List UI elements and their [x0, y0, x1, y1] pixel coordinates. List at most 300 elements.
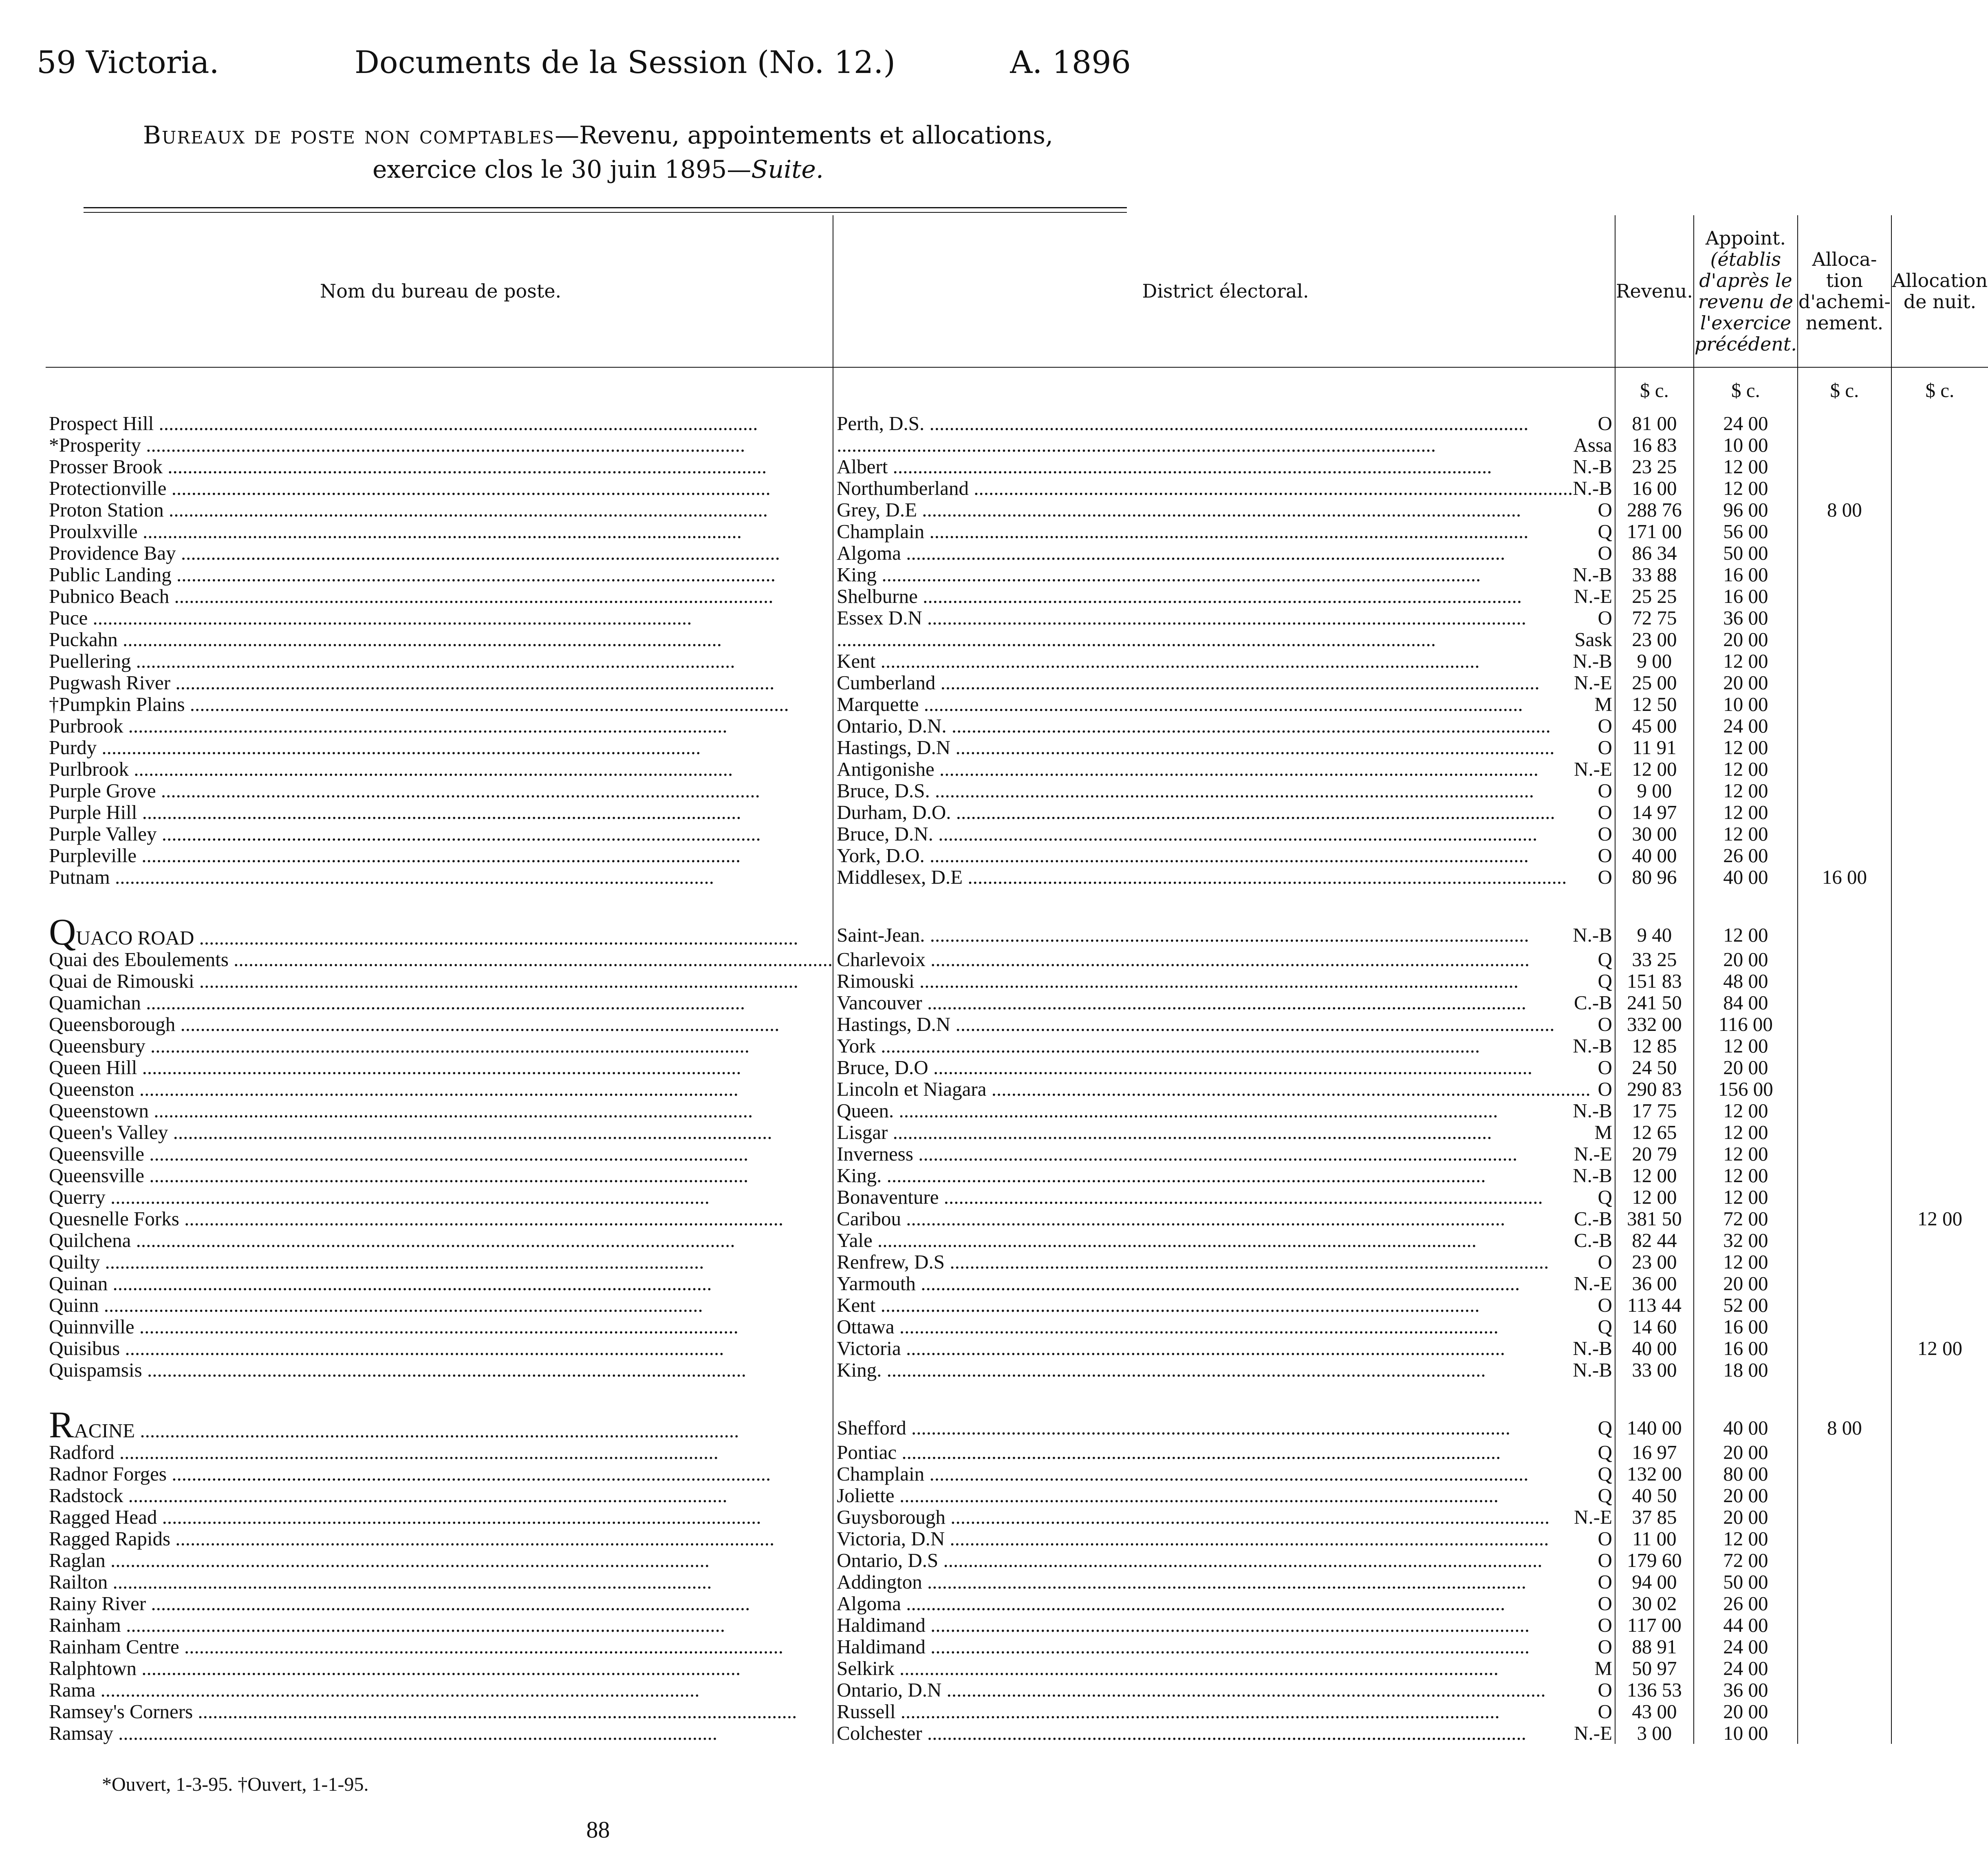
night-allocation-cell: [1891, 845, 1988, 866]
district-name: Bonaventure: [837, 1186, 939, 1208]
table-row: [46, 1722, 1988, 1744]
district-cell: [833, 921, 1615, 949]
revenue-cell: 3 00: [1615, 1722, 1694, 1744]
table-row: [46, 499, 1988, 521]
office-name: Proulxville: [49, 520, 138, 543]
district-cell: [833, 499, 1615, 521]
revenue-cell: 20 79: [1615, 1143, 1694, 1165]
table-title: [0, 118, 1196, 187]
night-allocation-cell: [1891, 1463, 1988, 1485]
province-code: O: [1598, 1013, 1612, 1035]
office-name: Puce: [49, 607, 88, 629]
office-cell: [46, 1359, 833, 1381]
allocation-cell: [1798, 780, 1891, 801]
allocation-cell: [1798, 1614, 1891, 1636]
office-name: Rainham Centre: [49, 1635, 179, 1658]
allocation-cell: [1798, 585, 1891, 607]
office-name: Quinan: [49, 1272, 108, 1295]
appointments-cell: 116 00: [1694, 1013, 1798, 1035]
office-cell: [46, 672, 833, 693]
appointments-cell: 12 00: [1694, 1251, 1798, 1273]
revenue-cell: 81 00: [1615, 413, 1694, 434]
allocation-cell: [1798, 1463, 1891, 1485]
office-cell: [46, 1121, 833, 1143]
office-cell: [46, 477, 833, 499]
province-code: N.-B: [1573, 563, 1612, 586]
office-cell: [46, 1078, 833, 1100]
appointments-cell: 18 00: [1694, 1359, 1798, 1381]
district-name: Hastings, D.N: [837, 736, 951, 759]
appointments-cell: 80 00: [1694, 1463, 1798, 1485]
province-code: O: [1598, 607, 1612, 629]
office-name: *Prosperity: [49, 434, 141, 456]
table-row: [46, 737, 1988, 758]
allocation-cell: [1798, 1229, 1891, 1251]
night-allocation-cell: [1891, 780, 1988, 801]
night-allocation-cell: [1891, 456, 1988, 477]
office-cell: [46, 823, 833, 845]
district-cell: [833, 672, 1615, 693]
col-allocation-night: Allocation de nuit.: [1891, 215, 1988, 367]
district-name: Charlevoix: [837, 948, 926, 971]
appointments-cell: 36 00: [1694, 1679, 1798, 1701]
district-name: Grey, D.E: [837, 499, 917, 521]
appointments-cell: 12 00: [1694, 1165, 1798, 1186]
district-name: Inverness: [837, 1143, 913, 1165]
district-cell: [833, 1100, 1615, 1121]
unit-allocation: $ c.: [1798, 367, 1891, 413]
district-name: Durham, D.O.: [837, 801, 951, 823]
district-name: Essex D.N: [837, 607, 922, 629]
table-row: [46, 1337, 1988, 1359]
office-cell: [46, 737, 833, 758]
allocation-cell: [1798, 1593, 1891, 1614]
title-line1: —Revenu, appointements et allocations,: [555, 121, 1054, 150]
province-code: M: [1594, 693, 1612, 715]
appointments-cell: 48 00: [1694, 970, 1798, 992]
allocation-cell: [1798, 1208, 1891, 1229]
district-name: Shelburne: [837, 585, 918, 607]
revenue-cell: 40 00: [1615, 845, 1694, 866]
office-name: Prospect Hill: [49, 412, 154, 435]
district-name: King.: [837, 1164, 882, 1187]
allocation-cell: [1798, 564, 1891, 585]
revenue-cell: 23 25: [1615, 456, 1694, 477]
table-row: [46, 801, 1988, 823]
allocation-cell: [1798, 1722, 1891, 1744]
province-code: C.-B: [1574, 1207, 1612, 1230]
province-code: N.-E: [1574, 585, 1612, 607]
night-allocation-cell: [1891, 1722, 1988, 1744]
table-row: [46, 456, 1988, 477]
office-name: Quilty: [49, 1251, 100, 1273]
district-cell: [833, 477, 1615, 499]
night-allocation-cell: [1891, 801, 1988, 823]
office-name: Quesnelle Forks: [49, 1207, 179, 1230]
top-rule-thin: [84, 212, 1127, 213]
province-code: O: [1598, 1592, 1612, 1615]
appointments-cell: 20 00: [1694, 629, 1798, 650]
table-row: [46, 413, 1988, 434]
revenue-cell: 171 00: [1615, 521, 1694, 542]
top-rule: [84, 207, 1127, 208]
district-cell: [833, 845, 1615, 866]
office-cell: [46, 970, 833, 992]
appointments-cell: 16 00: [1694, 1316, 1798, 1337]
province-code: M: [1594, 1657, 1612, 1679]
office-name: Purlbrook: [49, 758, 129, 780]
office-name: Queenston: [49, 1078, 134, 1100]
office-cell: [46, 715, 833, 737]
province-code: Q: [1598, 1441, 1612, 1463]
office-cell: [46, 564, 833, 585]
district-cell: [833, 1208, 1615, 1229]
district-cell: [833, 1636, 1615, 1657]
district-name: Kent: [837, 650, 876, 672]
province-code: O: [1598, 866, 1612, 888]
table-row: [46, 866, 1988, 888]
allocation-cell: [1798, 1251, 1891, 1273]
district-cell: [833, 693, 1615, 715]
office-cell: [46, 1100, 833, 1121]
table-row: [46, 949, 1988, 970]
district-name: Bruce, D.N.: [837, 823, 933, 845]
office-name: Quai de Rimouski: [49, 970, 194, 992]
office-name: Queenstown: [49, 1099, 149, 1122]
district-cell: [833, 1359, 1615, 1381]
district-name: Bruce, D.O: [837, 1056, 928, 1079]
district-cell: [833, 521, 1615, 542]
night-allocation-cell: [1891, 434, 1988, 456]
district-name: King: [837, 563, 877, 586]
allocation-cell: [1798, 542, 1891, 564]
province-code: O: [1598, 823, 1612, 845]
appointments-cell: 12 00: [1694, 650, 1798, 672]
revenue-cell: 290 83: [1615, 1078, 1694, 1100]
office-name: Quisibus: [49, 1337, 120, 1359]
revenue-cell: 332 00: [1615, 1013, 1694, 1035]
revenue-cell: 9 40: [1615, 921, 1694, 949]
district-cell: [833, 801, 1615, 823]
province-code: O: [1598, 499, 1612, 521]
district-name: Lincoln et Niagara: [837, 1078, 987, 1100]
table-row: [46, 1316, 1988, 1337]
district-name: Colchester: [837, 1722, 922, 1744]
office-cell: [46, 1593, 833, 1614]
night-allocation-cell: [1891, 1251, 1988, 1273]
revenue-cell: 113 44: [1615, 1294, 1694, 1316]
office-cell: [46, 992, 833, 1013]
district-cell: [833, 650, 1615, 672]
appointments-cell: 44 00: [1694, 1614, 1798, 1636]
district-name: Kent: [837, 1294, 876, 1316]
table-row: [46, 1506, 1988, 1528]
column-header-row: [46, 215, 1988, 367]
office-name: Prosser Brook: [49, 455, 163, 478]
office-name: Quai des Eboulements: [49, 948, 229, 971]
province-code: O: [1598, 1571, 1612, 1593]
appointments-cell: 40 00: [1694, 1414, 1798, 1441]
footnote: *Ouvert, 1-3-95. †Ouvert, 1-1-95.: [102, 1774, 369, 1795]
night-allocation-cell: [1891, 1485, 1988, 1506]
night-allocation-cell: [1891, 1636, 1988, 1657]
district-name: Selkirk: [837, 1657, 895, 1679]
allocation-cell: 8 00: [1798, 1414, 1891, 1441]
appointments-cell: 24 00: [1694, 1657, 1798, 1679]
appointments-cell: 72 00: [1694, 1549, 1798, 1571]
district-name: Ontario, D.N: [837, 1679, 942, 1701]
district-name: Northumberland: [837, 477, 969, 499]
revenue-cell: 12 85: [1615, 1035, 1694, 1057]
revenue-cell: 50 97: [1615, 1657, 1694, 1679]
office-cell: [46, 607, 833, 629]
revenue-cell: 151 83: [1615, 970, 1694, 992]
revenue-cell: 86 34: [1615, 542, 1694, 564]
night-allocation-cell: [1891, 737, 1988, 758]
province-code: O: [1598, 801, 1612, 823]
night-allocation-cell: [1891, 1078, 1988, 1100]
district-name: Lisgar: [837, 1121, 888, 1143]
appointments-cell: 12 00: [1694, 823, 1798, 845]
office-cell: [46, 1273, 833, 1294]
province-code: O: [1598, 1527, 1612, 1550]
revenue-cell: 17 75: [1615, 1100, 1694, 1121]
district-name: Antigonishe: [837, 758, 934, 780]
title-suite: Suite.: [751, 155, 824, 184]
province-code: N.-E: [1574, 1143, 1612, 1165]
province-code: N.-E: [1574, 1272, 1612, 1295]
office-name: Queensborough: [49, 1013, 176, 1035]
district-cell: [833, 1722, 1615, 1744]
office-name: Queen's Valley: [49, 1121, 168, 1143]
province-code: Q: [1598, 970, 1612, 992]
district-cell: [833, 585, 1615, 607]
office-cell: [46, 845, 833, 866]
office-cell: [46, 1636, 833, 1657]
allocation-cell: [1798, 1657, 1891, 1679]
allocation-cell: [1798, 650, 1891, 672]
province-code: O: [1598, 1056, 1612, 1079]
allocation-cell: [1798, 1359, 1891, 1381]
allocation-cell: [1798, 1506, 1891, 1528]
revenue-cell: 12 00: [1615, 1186, 1694, 1208]
office-cell: [46, 1208, 833, 1229]
office-name: Radford: [49, 1441, 115, 1463]
province-code: O: [1598, 1614, 1612, 1636]
night-allocation-cell: [1891, 866, 1988, 888]
night-allocation-cell: [1891, 1316, 1988, 1337]
province-code: O: [1598, 844, 1612, 867]
revenue-cell: 33 25: [1615, 949, 1694, 970]
revenue-cell: 12 00: [1615, 1165, 1694, 1186]
district-name: Yale: [837, 1229, 873, 1251]
allocation-cell: [1798, 992, 1891, 1013]
district-cell: [833, 1549, 1615, 1571]
table-row: [46, 1078, 1988, 1100]
office-cell: [46, 911, 833, 953]
appointments-cell: 20 00: [1694, 949, 1798, 970]
night-allocation-cell: [1891, 1701, 1988, 1722]
office-cell: [46, 1657, 833, 1679]
allocation-cell: [1798, 1121, 1891, 1143]
province-code: Q: [1598, 1417, 1612, 1439]
office-cell: [46, 1549, 833, 1571]
office-name: Quinnville: [49, 1315, 134, 1338]
appointments-cell: 12 00: [1694, 758, 1798, 780]
revenue-cell: 12 50: [1615, 693, 1694, 715]
district-name: Queen.: [837, 1099, 894, 1122]
office-cell: [46, 1294, 833, 1316]
office-name: Purbrook: [49, 715, 123, 737]
office-cell: [46, 585, 833, 607]
appointments-cell: 24 00: [1694, 413, 1798, 434]
district-name: Haldimand: [837, 1635, 926, 1658]
office-cell: [46, 1722, 833, 1744]
night-allocation-cell: [1891, 607, 1988, 629]
office-name: Putnam: [49, 866, 110, 888]
province-code: N.-B: [1573, 477, 1612, 499]
revenue-cell: 72 75: [1615, 607, 1694, 629]
province-code: Q: [1598, 1186, 1612, 1208]
district-cell: [833, 1701, 1615, 1722]
appointments-cell: 52 00: [1694, 1294, 1798, 1316]
revenue-cell: 37 85: [1615, 1506, 1694, 1528]
table-row: [46, 970, 1988, 992]
revenue-cell: 140 00: [1615, 1414, 1694, 1441]
district-cell: [833, 1143, 1615, 1165]
allocation-cell: 8 00: [1798, 499, 1891, 521]
office-cell: [46, 1143, 833, 1165]
allocation-cell: 16 00: [1798, 866, 1891, 888]
province-code: O: [1598, 736, 1612, 759]
allocation-cell: [1798, 693, 1891, 715]
table-row: [46, 1701, 1988, 1722]
office-cell: [46, 801, 833, 823]
office-cell: [46, 1485, 833, 1506]
appointments-cell: 12 00: [1694, 737, 1798, 758]
night-allocation-cell: [1891, 499, 1988, 521]
office-name: Ralphtown: [49, 1657, 137, 1679]
night-allocation-cell: [1891, 672, 1988, 693]
night-allocation-cell: [1891, 1013, 1988, 1035]
district-name: Rimouski: [837, 970, 915, 992]
table-row: [46, 629, 1988, 650]
revenue-cell: 45 00: [1615, 715, 1694, 737]
section-initial: R: [49, 1404, 74, 1445]
col-allocation-transport: Alloca- tion d'achemi- nement.: [1798, 215, 1891, 367]
night-allocation-cell: [1891, 564, 1988, 585]
district-cell: [833, 1121, 1615, 1143]
district-name: Victoria: [837, 1337, 901, 1359]
section-initial: Q: [49, 911, 76, 953]
revenue-cell: 43 00: [1615, 1701, 1694, 1722]
table-row: [46, 715, 1988, 737]
district-cell: [833, 1441, 1615, 1463]
office-cell: [46, 1316, 833, 1337]
title-smallcaps: Bureaux de poste non comptables: [143, 121, 555, 150]
office-name: Pubnico Beach: [49, 585, 170, 607]
office-name: Public Landing: [49, 563, 172, 586]
night-allocation-cell: [1891, 992, 1988, 1013]
table-row: [46, 542, 1988, 564]
night-allocation-cell: [1891, 970, 1988, 992]
district-cell: [833, 1013, 1615, 1035]
header-session: 59 Victoria.: [37, 44, 219, 80]
district-cell: [833, 737, 1615, 758]
appointments-cell: 84 00: [1694, 992, 1798, 1013]
district-name: Saint-Jean.: [837, 924, 925, 946]
table-row: [46, 1143, 1988, 1165]
province-code: N.-B: [1573, 1164, 1612, 1187]
night-allocation-cell: [1891, 1100, 1988, 1121]
district-cell: [833, 715, 1615, 737]
table-row: [46, 477, 1988, 499]
allocation-cell: [1798, 1186, 1891, 1208]
table-body: [46, 367, 1988, 1744]
allocation-cell: [1798, 1165, 1891, 1186]
col-appointments: [1694, 215, 1798, 367]
district-name: Ottawa: [837, 1315, 895, 1338]
office-name: Queensbury: [49, 1035, 145, 1057]
table-row: [46, 1528, 1988, 1549]
table-row: [46, 921, 1988, 949]
office-cell: [46, 758, 833, 780]
office-cell: [46, 1701, 833, 1722]
office-name: Puckahn: [49, 628, 118, 651]
allocation-cell: [1798, 1441, 1891, 1463]
office-name: Purpleville: [49, 844, 137, 867]
allocation-cell: [1798, 1316, 1891, 1337]
office-name: Ramsey's Corners: [49, 1700, 193, 1723]
office-cell: [46, 1013, 833, 1035]
office-cell: [46, 1463, 833, 1485]
title-line2: exercice clos le 30 juin 1895—: [372, 155, 752, 184]
office-name: UACO ROAD: [76, 927, 194, 949]
unit-revenue: $ c.: [1615, 367, 1694, 413]
province-code: O: [1598, 1635, 1612, 1658]
province-code: N.-B: [1573, 1035, 1612, 1057]
table-row: [46, 1485, 1988, 1506]
district-name: Champlain: [837, 1463, 925, 1485]
office-name: Rainy River: [49, 1592, 146, 1615]
office-name: Rainham: [49, 1614, 121, 1636]
revenue-cell: 94 00: [1615, 1571, 1694, 1593]
district-name: King.: [837, 1359, 882, 1381]
night-allocation-cell: [1891, 1528, 1988, 1549]
allocation-cell: [1798, 715, 1891, 737]
province-code: O: [1598, 779, 1612, 802]
appointments-cell: 12 00: [1694, 1121, 1798, 1143]
province-code: O: [1598, 1700, 1612, 1723]
revenue-cell: 33 00: [1615, 1359, 1694, 1381]
revenue-cell: 16 00: [1615, 477, 1694, 499]
table-row: [46, 1294, 1988, 1316]
col-office: Nom du bureau de poste.: [46, 215, 833, 367]
night-allocation-cell: [1891, 1441, 1988, 1463]
appointments-cell: 12 00: [1694, 1528, 1798, 1549]
table-row: [46, 823, 1988, 845]
district-cell: [833, 1337, 1615, 1359]
district-name: Marquette: [837, 693, 919, 715]
district-name: Caribou: [837, 1207, 901, 1230]
allocation-cell: [1798, 845, 1891, 866]
table-row: [46, 1657, 1988, 1679]
appointments-cell: 40 00: [1694, 866, 1798, 888]
allocation-cell: [1798, 823, 1891, 845]
province-code: O: [1598, 1294, 1612, 1316]
office-name: Purdy: [49, 736, 97, 759]
appointments-cell: 12 00: [1694, 801, 1798, 823]
